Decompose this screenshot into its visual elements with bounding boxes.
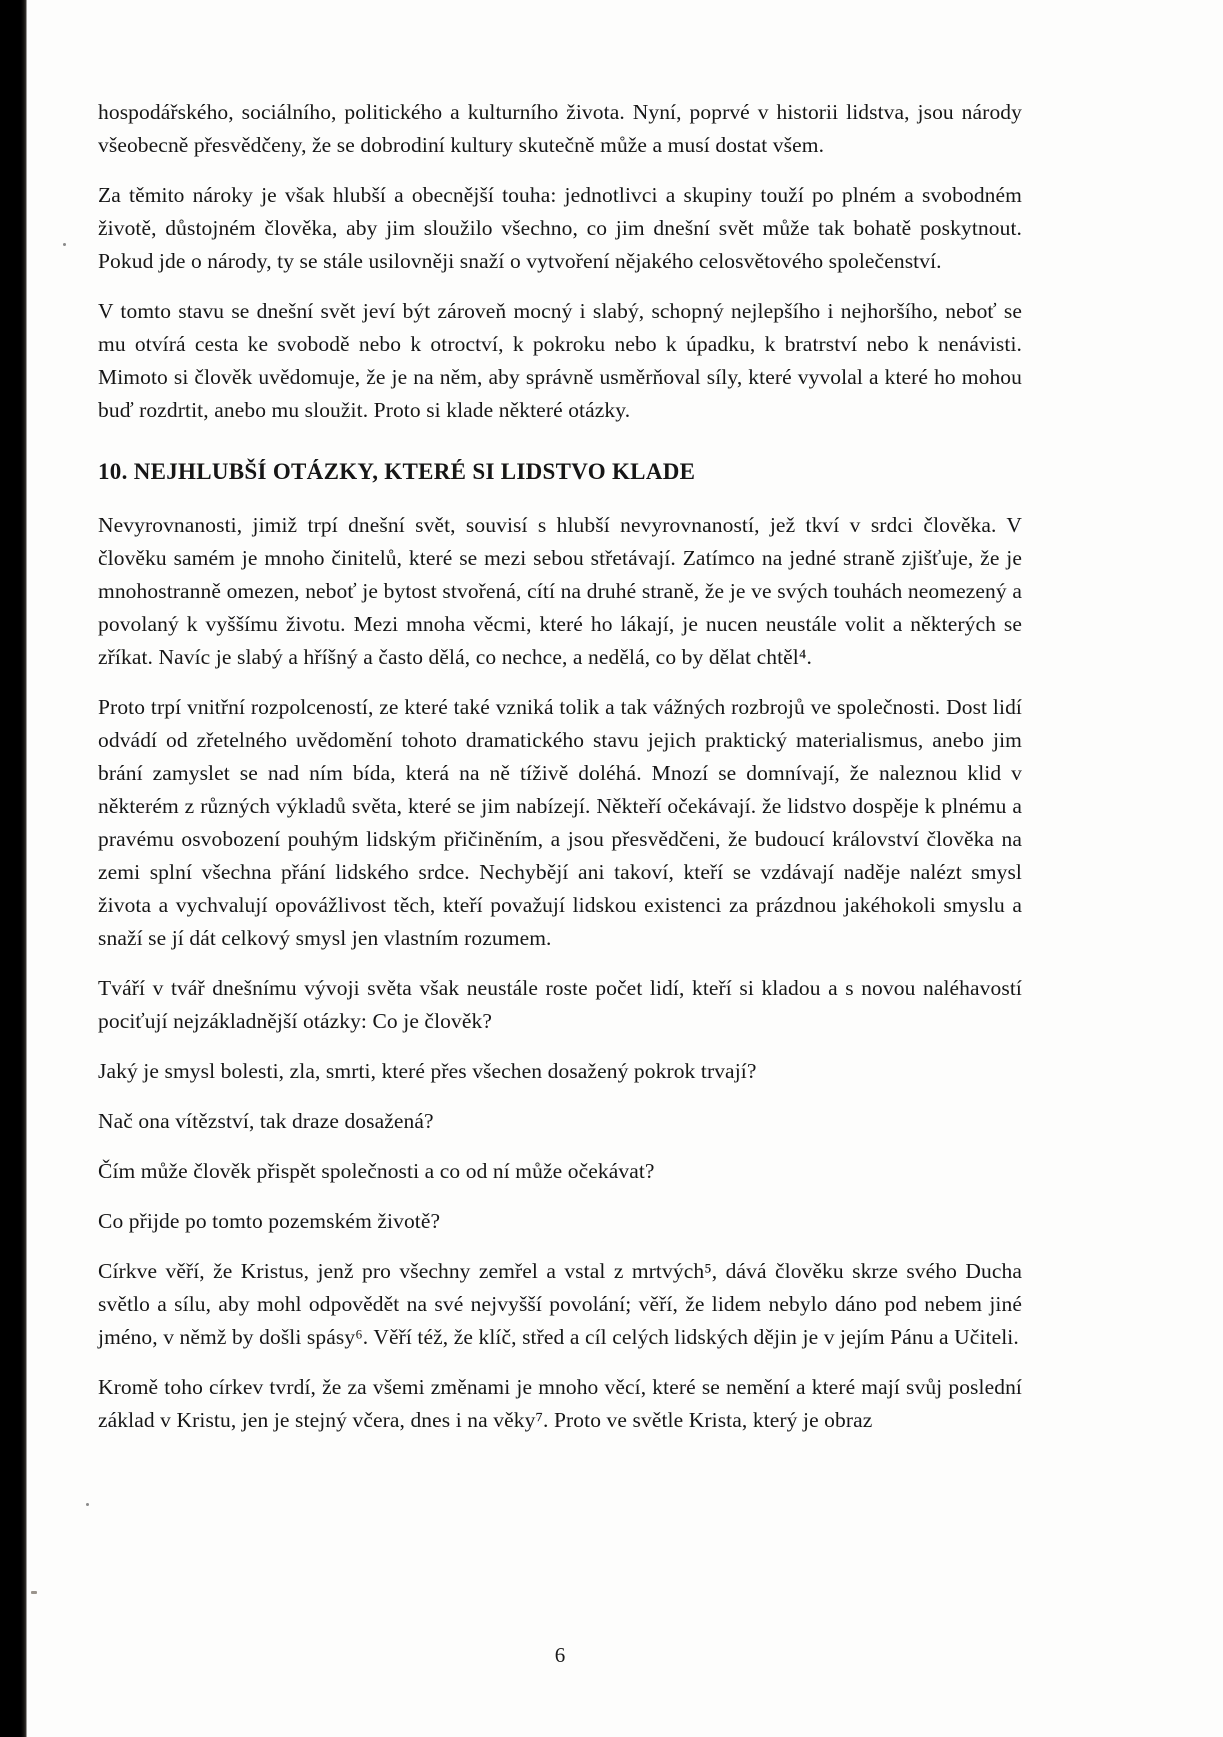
paragraph: Kromě toho církev tvrdí, že za všemi změnami je mnoho věcí, které se nemění a které mají svůj poslední základ v Kristu, jen je stejný včera, dnes i na věky⁷. Proto ve světle Krista, který je obraz (98, 1375, 1022, 1432)
scan-edge-artifact (0, 0, 27, 1737)
paragraph: Tváří v tvář dnešnímu vývoji světa však neustále roste počet lidí, kteří si kladou a s novou naléhavostí pociťují nejzákladnější otázky: Co je člověk? (98, 976, 1022, 1033)
paragraph: Co přijde po tomto pozemském životě? (98, 1209, 441, 1233)
section-heading: 10. NEJHLUBŠÍ OTÁZKY, KTERÉ SI LIDSTVO KLADE (98, 459, 696, 484)
paragraph: Čím může člověk přispět společnosti a co od ní může očekávat? (98, 1159, 655, 1183)
document-content (98, 96, 1022, 1454)
paragraph: Jaký je smysl bolesti, zla, smrti, které přes všechen dosažený pokrok trvají? (98, 1059, 757, 1083)
scan-speck (86, 1503, 89, 1506)
paragraph: Za těmito nároky je však hlubší a obecnější touha: jednotlivci a skupiny touží po plném a svobodném životě, důstojném člověka, aby jim sloužilo všechno, co jim dnešní svět může tak bohatě poskytnout. Pokud jde o národy, ty se stále usilovněji snaží o vytvoření nějakého celosvětového společenství. (98, 183, 1022, 273)
scan-speck (31, 1591, 37, 1594)
paragraph: Nevyrovnanosti, jimiž trpí dnešní svět, souvisí s hlubší nevyrovnaností, jež tkví v srdci člověka. V člověku samém je mnoho činitelů, které se mezi sebou střetávají. Zatímco na jedné straně zjišťuje, že je mnohostranně omezen, neboť je bytost stvořená, cítí na druhé straně, že je ve svých touhách neomezený a povolaný k vyššímu životu. Mezi mnoha věcmi, které ho lákají, je nucen neustále volit a některých se zříkat. Navíc je slabý a hříšný a často dělá, co nechce, a nedělá, co by dělat chtěl⁴. (98, 513, 1022, 669)
paragraph: V tomto stavu se dnešní svět jeví být zároveň mocný i slabý, schopný nejlepšího i nejhoršího, neboť se mu otvírá cesta ke svobodě nebo k otroctví, k pokroku nebo k úpadku, k bratrství nebo k nenávisti. Mimoto si člověk uvědomuje, že je na něm, aby správně usměrňoval síly, které vyvolal a které ho mohou buď rozdrtit, anebo mu sloužit. Proto si klade některé otázky. (98, 299, 1022, 422)
scan-speck (63, 243, 66, 246)
paragraph: hospodářského, sociálního, politického a kulturního života. Nyní, poprvé v historii lidstva, jsou národy všeobecně přesvědčeny, že se dobrodiní kultury skutečně může a musí dostat všem. (98, 100, 1022, 157)
page-number: 6 (554, 1643, 566, 1667)
paragraph: Proto trpí vnitřní rozpolceností, ze které také vzniká tolik a tak vážných rozbrojů ve společnosti. Dost lidí odvádí od zřetelného uvědomění tohoto dramatického stavu jejich praktický materialismus, anebo jim brání zamyslet se nad ním bída, která na ně tíživě doléhá. Mnozí se domnívají, že naleznou klid v některém z různých výkladů světa, které se jim nabízejí. Někteří očekávají. že lidstvo dospěje k plnému a pravému osvobození pouhým lidským přičiněním, a jsou přesvědčeni, že budoucí království člověka na zemi splní všechna přání lidského srdce. Nechybějí ani takoví, kteří se vzdávají naděje nalézt smysl života a vychvalují opovážlivost těch, kteří považují lidskou existenci za prázdnou jakéhokoli smyslu a snaží se jí dát celkový smysl jen vlastním rozumem. (98, 695, 1022, 950)
paragraph: Církve věří, že Kristus, jenž pro všechny zemřel a vstal z mrtvých⁵, dává člověku skrze svého Ducha světlo a sílu, aby mohl odpovědět na své nejvyšší povolání; věří, že lidem nebylo dáno pod nebem jiné jméno, v němž by došli spásy⁶. Věří též, že klíč, střed a cíl celých lidských dějin je v jejím Pánu a Učiteli. (98, 1259, 1022, 1349)
paragraph: Nač ona vítězství, tak draze dosažená? (98, 1109, 434, 1133)
